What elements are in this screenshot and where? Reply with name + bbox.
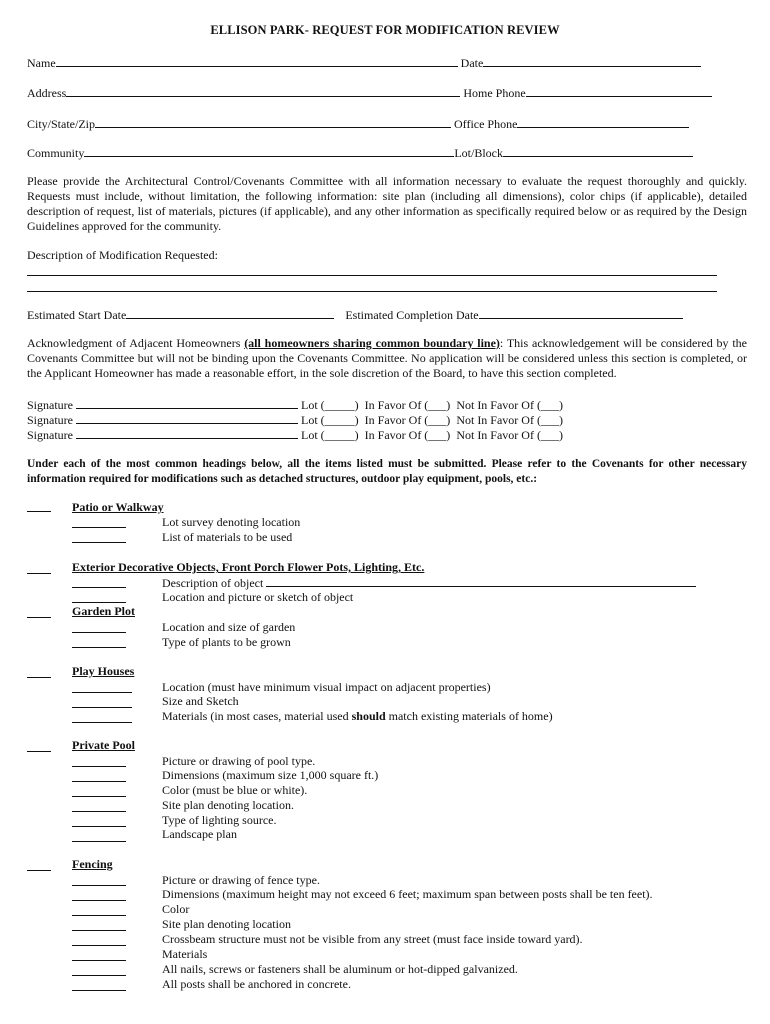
item-text: Location and size of garden — [162, 620, 296, 634]
materials-text-emphasis: should — [351, 709, 386, 723]
lot-block-label: Lot/Block — [454, 146, 504, 160]
name-label: Name — [27, 56, 56, 70]
item-blank[interactable] — [72, 796, 126, 797]
garden-heading: Garden Plot — [72, 604, 135, 618]
item-blank[interactable] — [72, 945, 126, 946]
materials-text-a: Materials (in most cases, material used — [162, 709, 352, 723]
name-field[interactable] — [56, 55, 458, 67]
signature-label: Signature — [27, 398, 73, 412]
city-row — [27, 116, 689, 131]
fencing-check-blank[interactable] — [27, 870, 51, 871]
item-text: Color (must be blue or white). — [162, 783, 308, 797]
ack-rest: : This acknowledgement will be considered by the Covenants Committee but will not be binding upon the Covenants Committee. No application will be considered unless this section is completed, or the Applicant Homeowner has made a reasonable effort, in the sole discretion of the Board, to have this section completed. — [27, 336, 747, 380]
item-blank[interactable] — [72, 915, 126, 916]
in-favor-option[interactable]: In Favor Of (___) — [364, 413, 451, 427]
lot-count[interactable]: Lot (_____) — [301, 413, 359, 427]
lot-block-field[interactable] — [503, 145, 693, 157]
item-label: Description of object — [162, 576, 264, 590]
item-text — [162, 575, 696, 590]
signature-label: Signature — [27, 413, 73, 427]
estimated-start-field[interactable] — [126, 307, 334, 319]
item-blank[interactable] — [72, 781, 126, 782]
item-blank[interactable] — [72, 632, 126, 633]
item-blank[interactable] — [72, 722, 132, 723]
city-state-zip-label: City/State/Zip — [27, 117, 95, 131]
item-blank[interactable] — [72, 542, 126, 543]
exterior-heading: Exterior Decorative Objects, Front Porch Flower Pots, Lighting, Etc. — [72, 560, 425, 574]
item-text: Picture or drawing of fence type. — [162, 873, 320, 887]
item-blank[interactable] — [72, 647, 126, 648]
item-blank[interactable] — [72, 960, 126, 961]
item-text: Type of lighting source. — [162, 813, 277, 827]
description-line-2[interactable] — [27, 291, 717, 292]
ack-emphasis: (all homeowners sharing common boundary line) — [244, 336, 500, 350]
item-text: List of materials to be used — [162, 530, 293, 544]
item-blank[interactable] — [72, 841, 126, 842]
dates-row — [27, 307, 683, 322]
address-field[interactable] — [66, 85, 460, 97]
item-text: Picture or drawing of pool type. — [162, 754, 316, 768]
item-text: Dimensions (maximum size 1,000 square ft.) — [162, 768, 379, 782]
intro-paragraph: Please provide the Architectural Control/Covenants Committee with all information necessary to evaluate the request thoroughly and quickly. Requests must include, without limitation, the following information: site plan (including all dimensions), color chips (if applicable), detailed description of request, list of materials, pictures (if applicable), and any other information as specifically required below or as required by the Design Guidelines approved for the community. — [27, 174, 747, 233]
lot-count[interactable]: Lot (_____) — [301, 428, 359, 442]
item-text: Location and picture or sketch of object — [162, 590, 354, 604]
item-blank[interactable] — [72, 587, 126, 588]
item-blank[interactable] — [72, 766, 126, 767]
signature-label: Signature — [27, 428, 73, 442]
pool-check-blank[interactable] — [27, 751, 51, 752]
patio-check-blank[interactable] — [27, 511, 51, 512]
item-text: Materials — [162, 947, 208, 961]
item-text: Size and Sketch — [162, 694, 239, 708]
in-favor-option[interactable]: In Favor Of (___) — [364, 428, 451, 442]
city-state-zip-field[interactable] — [95, 116, 451, 128]
in-favor-option[interactable]: In Favor Of (___) — [364, 398, 451, 412]
signature-field[interactable] — [76, 397, 298, 409]
item-text: Landscape plan — [162, 827, 237, 841]
pool-heading: Private Pool — [72, 738, 135, 752]
estimated-completion-label: Estimated Completion Date — [345, 308, 479, 322]
item-text: All nails, screws or fasteners shall be aluminum or hot-dipped galvanized. — [162, 962, 518, 976]
community-label: Community — [27, 146, 85, 160]
home-phone-field[interactable] — [526, 85, 712, 97]
not-in-favor-option[interactable]: Not In Favor Of (___) — [456, 413, 563, 427]
exterior-check-blank[interactable] — [27, 573, 51, 574]
item-text — [162, 709, 553, 723]
signature-field[interactable] — [76, 427, 298, 439]
item-blank[interactable] — [72, 930, 126, 931]
item-text: All posts shall be anchored in concrete. — [162, 977, 351, 991]
item-blank[interactable] — [72, 602, 126, 603]
office-phone-label: Office Phone — [454, 117, 518, 131]
materials-text-c: match existing materials of home) — [385, 709, 553, 723]
signature-row-1 — [27, 397, 563, 412]
fencing-heading: Fencing — [72, 857, 113, 871]
address-row — [27, 85, 712, 100]
signature-field[interactable] — [76, 412, 298, 424]
acknowledgment-paragraph — [27, 336, 747, 381]
instructions-paragraph: Under each of the most common headings below, all the items listed must be submitted. Please refer to the Covenants for other necessary information required for modifications such as detached structures, outdoor play equipment, pools, etc.: — [27, 458, 747, 485]
item-blank[interactable] — [72, 975, 126, 976]
ack-lead: Acknowledgment of Adjacent Homeowners — [27, 336, 245, 350]
estimated-completion-field[interactable] — [479, 307, 683, 319]
item-blank[interactable] — [72, 990, 126, 991]
date-label: Date — [460, 56, 484, 70]
signature-row-2 — [27, 412, 563, 427]
not-in-favor-option[interactable]: Not In Favor Of (___) — [456, 428, 563, 442]
item-text: Crossbeam structure must not be visible from any street (must face inside toward yard). — [162, 932, 583, 946]
item-blank[interactable] — [72, 885, 126, 886]
item-text: Location (must have minimum visual impact on adjacent properties) — [162, 680, 491, 694]
item-blank[interactable] — [72, 826, 126, 827]
signature-row-3 — [27, 427, 563, 442]
item-text: Site plan denoting location — [162, 917, 291, 931]
item-text: Type of plants to be grown — [162, 635, 291, 649]
item-text: Color — [162, 902, 190, 916]
item-blank[interactable] — [72, 900, 126, 901]
play-heading: Play Houses — [72, 664, 135, 678]
office-phone-field[interactable] — [517, 116, 689, 128]
lot-count[interactable]: Lot (_____) — [301, 398, 359, 412]
date-field[interactable] — [483, 55, 701, 67]
estimated-start-label: Estimated Start Date — [27, 308, 127, 322]
not-in-favor-option[interactable]: Not In Favor Of (___) — [456, 398, 563, 412]
name-row — [27, 55, 701, 70]
patio-heading: Patio or Walkway — [72, 500, 164, 514]
item-blank[interactable] — [72, 692, 132, 693]
address-label: Address — [27, 86, 67, 100]
item-text: Dimensions (maximum height may not exceed 6 feet; maximum span between posts shall be ten feet). — [162, 887, 653, 901]
community-field[interactable] — [84, 145, 454, 157]
community-row — [27, 145, 693, 160]
form-title: ELLISON PARK- REQUEST FOR MODIFICATION REVIEW — [210, 23, 560, 37]
item-text: Site plan denoting location. — [162, 798, 294, 812]
garden-check-blank[interactable] — [27, 617, 51, 618]
description-of-object-field[interactable] — [266, 575, 696, 587]
description-line-1[interactable] — [27, 275, 717, 276]
item-blank[interactable] — [72, 707, 132, 708]
item-blank[interactable] — [72, 811, 126, 812]
description-label: Description of Modification Requested: — [27, 248, 218, 262]
item-blank[interactable] — [72, 527, 126, 528]
item-text: Lot survey denoting location — [162, 515, 301, 529]
play-check-blank[interactable] — [27, 677, 51, 678]
home-phone-label: Home Phone — [463, 86, 526, 100]
